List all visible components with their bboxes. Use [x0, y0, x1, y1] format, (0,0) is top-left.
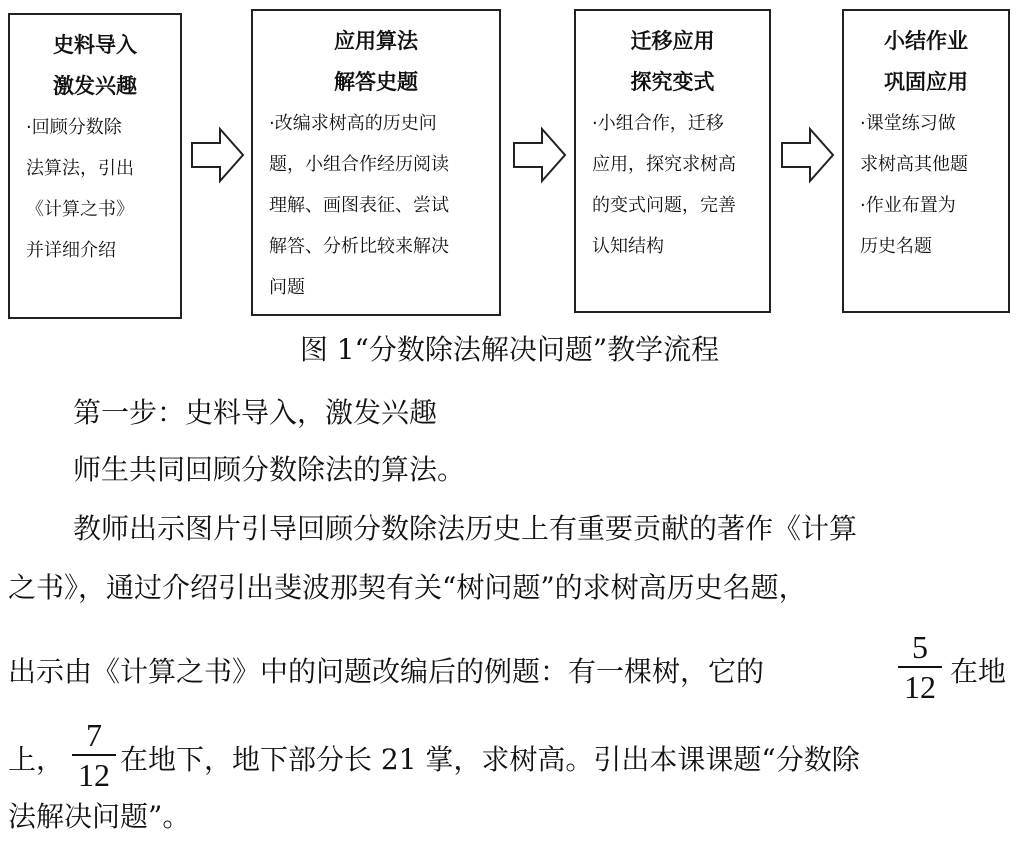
- fraction-bar: [72, 754, 116, 756]
- flow-step-2-line: 问题: [269, 277, 305, 298]
- paragraph-2-line-1: 教师出示图片引导回顾分数除法历史上有重要贡献的著作《计算: [73, 512, 858, 545]
- flow-step-1-body: [10, 107, 180, 271]
- flow-step-3-title: [576, 21, 769, 103]
- paragraph-2-line-2: 之书》，通过介绍引出斐波那契有关“树问题”的求树高历史名题，: [8, 571, 807, 604]
- flow-step-3-line: 应用，探究求树高: [592, 154, 736, 175]
- figure-caption: 图 1“分数除法解决问题”教学流程: [299, 333, 720, 366]
- flow-arrow-2-icon: [512, 126, 568, 184]
- flow-step-1-line: 法算法，引出: [26, 158, 134, 179]
- flow-step-2-body: [253, 103, 499, 308]
- flow-step-4-title-line2: 巩固应用: [884, 70, 968, 94]
- paragraph-2-line-5: 法解决问题”。: [8, 800, 191, 833]
- flow-step-4-line: ·作业布置为: [860, 195, 956, 216]
- fraction-seven-twelfths: [72, 718, 116, 792]
- flow-step-1: [8, 13, 182, 319]
- paragraph-1: 师生共同回顾分数除法的算法。: [73, 453, 466, 486]
- paragraph-2-line-4: 在地下，地下部分长 21 掌，求树高。引出本课课题“分数除: [120, 743, 860, 776]
- flow-step-3-title-line2: 探究变式: [630, 70, 715, 94]
- flow-step-3: [574, 9, 771, 313]
- paragraph-2-line-4-head: 上，: [8, 743, 65, 776]
- flow-step-2-line: 题，小组合作经历阅读: [269, 154, 449, 175]
- flow-step-1-line: ·回顾分数除: [26, 117, 122, 138]
- flow-step-4: [842, 9, 1010, 313]
- flow-step-1-line: 并详细介绍: [26, 240, 116, 261]
- flow-step-4-title-line1: 小结作业: [884, 29, 968, 53]
- flow-step-3-line: 认知结构: [592, 236, 664, 257]
- flow-step-1-title: [10, 25, 180, 107]
- fraction-numerator: 7: [86, 717, 102, 753]
- flow-step-3-line: 的变式问题，完善: [592, 195, 736, 216]
- paragraph-2-line-3-tail: 在地: [950, 655, 1007, 688]
- flow-step-4-line: ·课堂练习做: [860, 113, 956, 134]
- paragraph-2-line-3: 出示由《计算之书》中的问题改编后的例题：有一棵树，它的: [8, 655, 765, 688]
- fraction-five-twelfths: [898, 630, 942, 704]
- flow-step-4-line: 历史名题: [860, 236, 932, 257]
- step-heading: 第一步：史料导入，激发兴趣: [73, 396, 438, 429]
- flow-arrow-3-icon: [780, 126, 836, 184]
- flow-step-2-title-line1: 应用算法: [334, 29, 418, 53]
- fraction-numerator: 5: [912, 629, 928, 665]
- fraction-denominator: 12: [78, 757, 110, 793]
- flow-step-4-body: [844, 103, 1008, 267]
- flow-step-4-line: 求树高其他题: [860, 154, 968, 175]
- flow-step-2-title-line2: 解答史题: [334, 70, 418, 94]
- flow-step-3-line: ·小组合作，迁移: [592, 113, 724, 134]
- flow-step-3-body: [576, 103, 769, 267]
- flow-step-2: [251, 9, 501, 316]
- flow-step-1-line: 《计算之书》: [26, 199, 134, 220]
- flow-step-2-title: [253, 21, 499, 103]
- flow-step-3-title-line1: 迁移应用: [630, 29, 715, 53]
- flow-step-2-line: 解答、分析比较来解决: [269, 236, 449, 257]
- flow-step-1-title-line2: 激发兴趣: [53, 74, 137, 98]
- flow-step-2-line: ·改编求树高的历史问: [269, 113, 437, 134]
- fraction-bar: [898, 666, 942, 668]
- flow-arrow-1-icon: [190, 126, 246, 184]
- flow-step-1-title-line1: 史料导入: [53, 33, 137, 57]
- fraction-denominator: 12: [904, 669, 936, 705]
- flow-step-2-line: 理解、画图表征、尝试: [269, 195, 449, 216]
- flow-step-4-title: [844, 21, 1008, 103]
